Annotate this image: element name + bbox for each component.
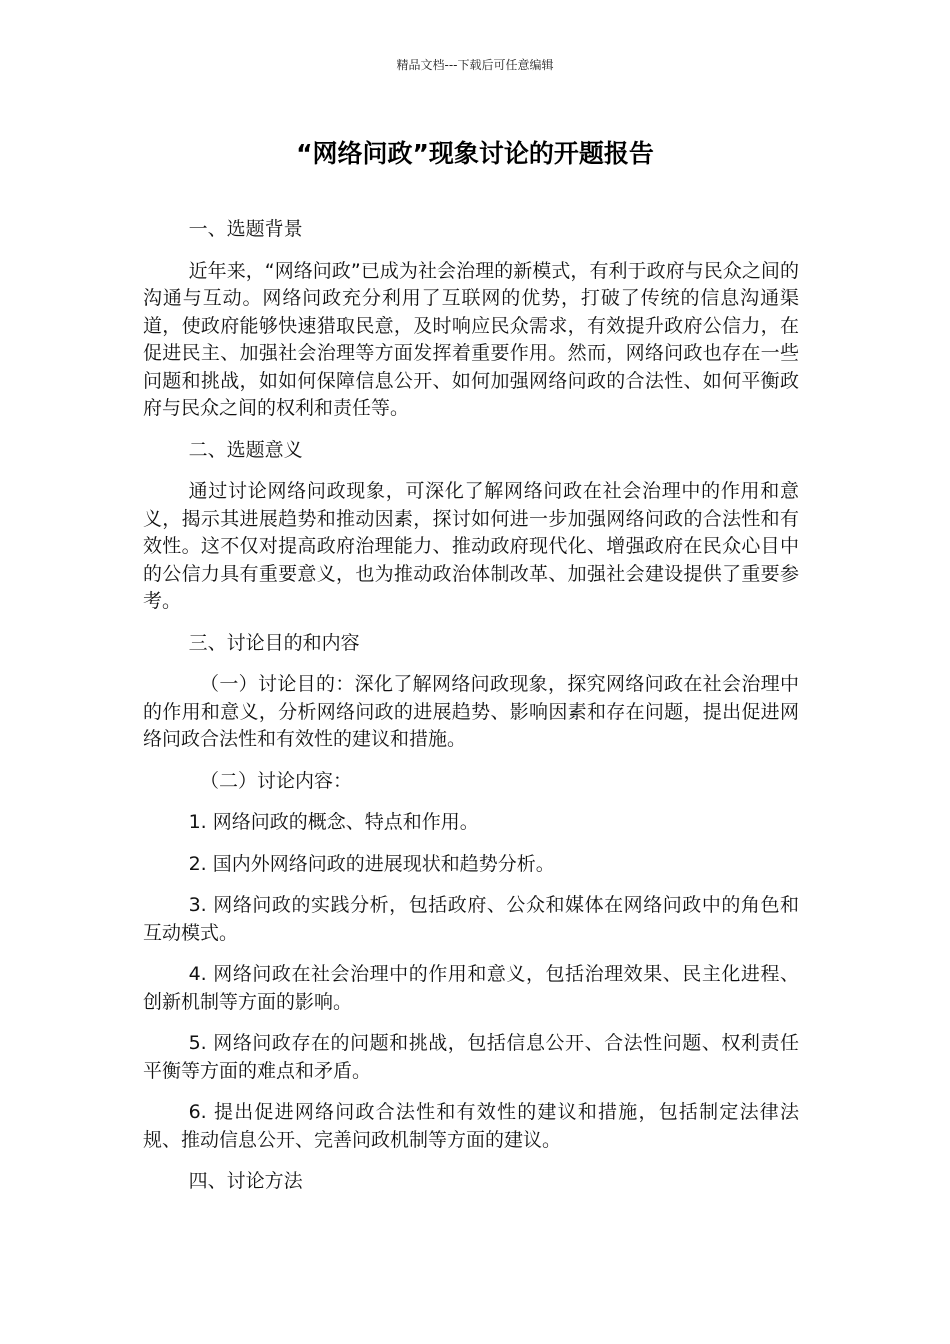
header-note: 精品文档---下载后可任意编辑 bbox=[396, 58, 554, 72]
list-item: 4. 网络问政在社会治理中的作用和意义，包括治理效果、民主化进程、创新机制等方面的影响。 bbox=[143, 963, 799, 1013]
paragraph-research-goal: （一）讨论目的：深化了解网络问政现象，探究网络问政在社会治理中的作用和意义，分析网络问政的进展趋势、影响因素和存在问题，提出促进网络问政合法性和有效性的建议和措施。 bbox=[143, 673, 799, 750]
section-heading-background: 一、选题背景 bbox=[188, 218, 303, 240]
subheading-research-content: （二）讨论内容： bbox=[200, 769, 353, 792]
paragraph-background: 近年来，“网络问政”已成为社会治理的新模式，有利于政府与民众之间的沟通与互动。网络问政充分利用了互联网的优势，打破了传统的信息沟通渠道，使政府能够快速猎取民意，及时响应民众需求，有效提升政府公信力，在促进民主、加强社会治理等方面发挥着重要作用。然而，网络问政也存在一些问题和挑战，如如何保障信息公开、如何加强网络问政的合法性、如何平衡政府与民众之间的权利和责任等。 bbox=[143, 259, 799, 419]
paragraph-significance: 通过讨论网络问政现象，可深化了解网络问政在社会治理中的作用和意义，揭示其进展趋势和推动因素，探讨如何进一步加强网络问政的合法性和有效性。这不仅对提高政府治理能力、推动政府现代化、增强政府在民众心目中的公信力具有重要意义，也为推动政治体制改革、加强社会建设提供了重要参考。 bbox=[143, 480, 799, 612]
document-body bbox=[143, 216, 799, 1210]
section-heading-goals-content: 三、讨论目的和内容 bbox=[188, 631, 360, 654]
section-heading-methods: 四、讨论方法 bbox=[188, 1170, 303, 1192]
list-item: 2. 国内外网络问政的进展现状和趋势分析。 bbox=[188, 852, 555, 875]
list-item: 5. 网络问政存在的问题和挑战，包括信息公开、合法性问题、权利责任平衡等方面的难点和矛盾。 bbox=[143, 1032, 799, 1082]
document-title: “网络问政”现象讨论的开题报告 bbox=[296, 139, 654, 168]
section-heading-significance: 二、选题意义 bbox=[188, 438, 303, 461]
list-item: 6. 提出促进网络问政合法性和有效性的建议和措施，包括制定法律法规、推动信息公开、完善问政机制等方面的建议。 bbox=[143, 1101, 799, 1151]
list-item: 3. 网络问政的实践分析，包括政府、公众和媒体在网络问政中的角色和互动模式。 bbox=[143, 894, 799, 944]
list-item: 1. 网络问政的概念、特点和作用。 bbox=[188, 811, 479, 833]
